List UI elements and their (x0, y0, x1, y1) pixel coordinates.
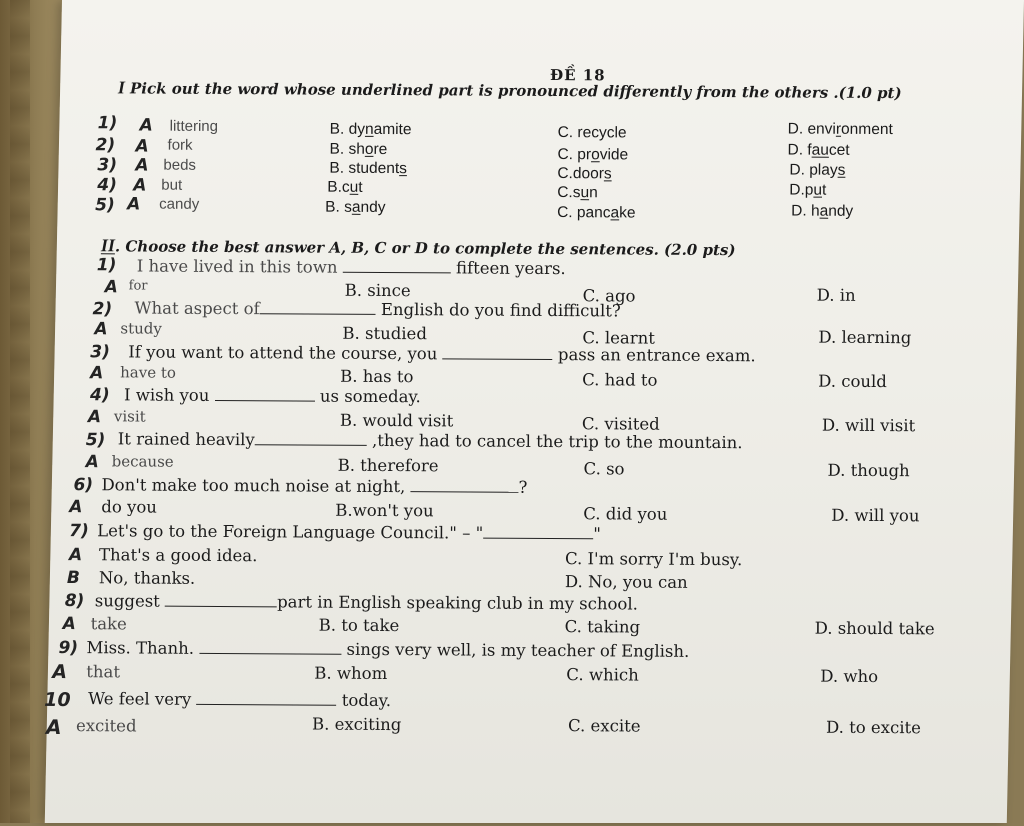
q-num-7: 7) (69, 521, 89, 541)
question-5 (118, 429, 743, 452)
q-before: Miss. Thanh. (86, 638, 194, 658)
q7-a-label: A (69, 545, 82, 565)
q-before: We feel very (88, 689, 191, 709)
q2-a-label: A (94, 319, 107, 339)
q-num-6: 6) (73, 475, 93, 495)
q1-option-b: B. since (345, 281, 411, 300)
answer-blank[interactable] (199, 639, 341, 655)
q10-option-d: D. to excite (826, 718, 921, 738)
question-9 (86, 638, 689, 661)
s1-num-3: 3) (97, 155, 117, 175)
s1-b-underlined: n (365, 121, 374, 138)
s1-b-post: amite (374, 121, 412, 138)
s1-d-underlined: u (813, 182, 822, 199)
q-num-1: 1) (97, 255, 117, 275)
s1-option-c-4 (557, 184, 598, 202)
q-after: ,they had to cancel the trip to the mountain. (372, 431, 743, 452)
s1-d-pre: D. envi (788, 120, 836, 137)
q4-option-d: D. will visit (822, 416, 915, 436)
s1-b-underlined: u (350, 179, 359, 196)
s1-c-underlined: a (611, 204, 620, 221)
s1-num-5: 5) (95, 195, 115, 215)
page-title: ĐỀ 18 (550, 66, 606, 84)
q3-option-c: C. had to (582, 370, 657, 389)
question-7 (97, 521, 601, 543)
s1-d-underlined: r (836, 121, 841, 138)
q-num-9: 9) (58, 638, 78, 658)
q9-option-a: that (86, 662, 120, 681)
question-1 (137, 256, 566, 278)
q10-option-c: C. excite (568, 716, 641, 735)
q-before: Let's go to the Foreign Language Council." (97, 521, 457, 542)
q7-option-b: No, thanks. (99, 568, 195, 588)
answer-blank[interactable] (411, 477, 519, 493)
s1-a-label-2: A (135, 136, 148, 156)
s1-c-underlined: s (604, 165, 612, 182)
q1-option-a: for (129, 278, 148, 293)
q-num-2: 2) (92, 299, 112, 319)
q2-option-c: C. learnt (582, 328, 655, 347)
s1-c-pre: C.s (557, 184, 580, 201)
s1-a-label-5: A (127, 194, 140, 214)
s1-num-1: 1) (98, 113, 118, 133)
s1-option-a-5: candy (159, 196, 199, 213)
q1-a-label: A (105, 277, 118, 297)
q-before: I have lived in this town (137, 256, 338, 276)
question-2 (134, 298, 620, 320)
answer-blank[interactable] (196, 690, 336, 706)
question-8 (95, 591, 638, 613)
section2-roman: II (101, 235, 115, 255)
s1-option-b-1 (330, 121, 412, 139)
q6-a-label: A (69, 497, 82, 517)
q10-a-label: A (46, 715, 62, 739)
q6-option-b: B.won't you (335, 501, 433, 521)
q-after: today. (342, 691, 391, 710)
s1-b-underlined: a (352, 199, 361, 216)
s1-d-post: onment (841, 121, 893, 138)
q9-a-label: A (52, 661, 67, 683)
q-before: It rained heavily (118, 429, 255, 449)
q9-option-b: B. whom (314, 664, 387, 683)
q3-option-a: have to (120, 363, 176, 381)
q3-option-b: B. has to (340, 367, 413, 386)
q2-option-d: D. learning (818, 328, 911, 348)
s1-d-pre: D.p (789, 181, 813, 198)
q10-option-a: excited (76, 716, 137, 735)
q-quote-open: – " (462, 523, 483, 542)
s1-option-d-2 (787, 141, 849, 159)
s1-a-label-4: A (133, 175, 146, 195)
section1-heading (118, 77, 902, 103)
question-4 (124, 385, 421, 406)
s1-option-c-1: C. recycle (558, 124, 627, 142)
section2-instruction: . Choose the best answer A, B, C or D to complete the sentences. (2.0 pts) (115, 237, 736, 259)
q-num-4: 4) (90, 385, 110, 405)
answer-blank[interactable] (255, 430, 367, 446)
s1-b-pre: B. s (325, 199, 352, 216)
s1-d-pre: D. f (787, 141, 811, 158)
question-6 (101, 475, 527, 497)
s1-d-post: cet (829, 142, 850, 159)
q5-option-b: B. therefore (338, 456, 439, 476)
q-num-3: 3) (90, 342, 110, 362)
s1-option-c-3 (557, 165, 611, 183)
answer-blank[interactable] (260, 299, 376, 315)
s1-option-d-1 (788, 120, 893, 139)
q-num-8: 8) (65, 591, 85, 611)
s1-c-pre: C.door (557, 165, 604, 182)
q9-option-d: D. who (820, 667, 878, 686)
q4-option-a: visit (114, 407, 146, 425)
q10-option-b: B. exciting (312, 715, 401, 735)
answer-blank[interactable] (443, 344, 553, 360)
q-after: sings very well, is my teacher of English. (346, 640, 689, 661)
q8-a-label: A (63, 614, 76, 634)
s1-b-post: re (373, 141, 387, 158)
q2-option-b: B. studied (342, 324, 427, 344)
s1-c-pre: C. pr (557, 146, 591, 163)
s1-c-post: vide (600, 146, 629, 163)
q-before: I wish you (124, 385, 210, 405)
s1-c-underlined: o (591, 146, 600, 163)
q-num-10: 10 (44, 689, 71, 711)
answer-blank[interactable] (483, 524, 593, 540)
q5-option-a: because (112, 452, 174, 470)
q-before: Don't make too much noise at night, (101, 475, 405, 496)
s1-d-underlined: s (838, 162, 846, 179)
s1-b-post: ndy (360, 199, 385, 216)
s1-d-post: t (822, 182, 826, 199)
q9-option-c: C. which (566, 665, 639, 684)
q4-a-label: A (88, 407, 101, 427)
answer-blank[interactable] (215, 386, 315, 402)
s1-option-a-2: fork (167, 137, 192, 154)
s1-b-pre: B.c (327, 179, 350, 196)
s1-a-label-1: A (140, 115, 153, 135)
section1-instruction: Pick out the word whose underlined part is pronounced differently from the others .(1.0 pt) (130, 79, 902, 102)
answer-blank[interactable] (343, 258, 451, 274)
q5-option-d: D. though (828, 461, 910, 481)
s1-d-pre: D. h (791, 202, 820, 219)
q1-option-c: C. ago (583, 286, 636, 305)
q-before: If you want to attend the course, you (128, 342, 437, 363)
q-quote-close: " (593, 524, 601, 543)
s1-option-a-3: beds (163, 157, 196, 174)
q1-option-d: D. in (817, 286, 856, 305)
q8-option-d: D. should take (815, 619, 935, 639)
q-after: pass an entrance exam. (558, 345, 756, 365)
question-3 (128, 342, 755, 365)
q3-a-label: A (90, 363, 103, 383)
q-after: ? (518, 478, 527, 497)
s1-c-post: n (589, 184, 598, 201)
s1-d-post: ndy (828, 203, 853, 220)
q7-b-label: B (67, 568, 80, 588)
s1-a-label-3: A (135, 155, 148, 175)
q3-option-d: D. could (818, 372, 887, 391)
q2-option-a: study (120, 319, 162, 337)
s1-option-c-2 (557, 146, 628, 164)
s1-d-underlined: au (812, 142, 829, 159)
q4-option-b: B. would visit (340, 411, 453, 431)
s1-option-a-4: but (161, 177, 182, 194)
s1-b-underlined: o (365, 141, 374, 158)
q-before: What aspect of (134, 298, 259, 318)
question-10 (88, 689, 391, 710)
q-after: us someday. (320, 387, 421, 407)
q8-option-c: C. taking (565, 617, 641, 636)
q6-option-d: D. will you (831, 506, 919, 526)
s1-option-d-5 (791, 202, 853, 220)
s1-num-2: 2) (95, 135, 115, 155)
s1-option-b-5 (325, 199, 385, 217)
q6-option-c: C. did you (583, 504, 667, 524)
q-num-5: 5) (86, 430, 106, 450)
q6-option-a: do you (101, 497, 157, 516)
q7-option-a: That's a good idea. (99, 545, 257, 565)
q8-option-b: B. to take (319, 616, 400, 635)
q-before: suggest (95, 591, 160, 610)
q5-option-c: C. so (584, 459, 625, 478)
s1-b-pre: B. dy (330, 121, 365, 138)
q7-option-c: C. I'm sorry I'm busy. (565, 549, 742, 569)
s1-option-b-4 (327, 179, 362, 197)
s1-option-b-3 (329, 160, 407, 178)
section1-roman: I (118, 77, 125, 97)
s1-d-underlined: a (820, 203, 829, 220)
s1-c-pre: C. panc (557, 204, 611, 221)
s1-b-pre: B. student (329, 160, 399, 177)
s1-c-post: ke (619, 204, 635, 221)
s1-option-c-5 (557, 204, 636, 222)
s1-num-4: 4) (97, 175, 117, 195)
s1-b-pre: B. sh (329, 141, 364, 158)
q-after: fifteen years. (456, 258, 566, 278)
q7-option-d: D. No, you can (565, 572, 688, 592)
s1-option-a-1: littering (170, 118, 218, 135)
q5-a-label: A (86, 452, 99, 472)
q-after: part in English speaking club in my school. (277, 592, 638, 613)
s1-b-underlined: s (399, 160, 407, 177)
s1-option-d-4 (789, 181, 826, 199)
q-after: English do you find difficult? (381, 300, 621, 320)
s1-d-pre: D. play (789, 161, 837, 178)
s1-c-underlined: u (580, 184, 589, 201)
s1-option-d-3 (789, 161, 845, 179)
s1-option-b-2 (329, 141, 387, 159)
s1-b-post: t (358, 179, 362, 196)
q8-option-a: take (91, 614, 127, 633)
answer-blank[interactable] (165, 592, 277, 608)
q4-option-c: C. visited (582, 414, 660, 433)
